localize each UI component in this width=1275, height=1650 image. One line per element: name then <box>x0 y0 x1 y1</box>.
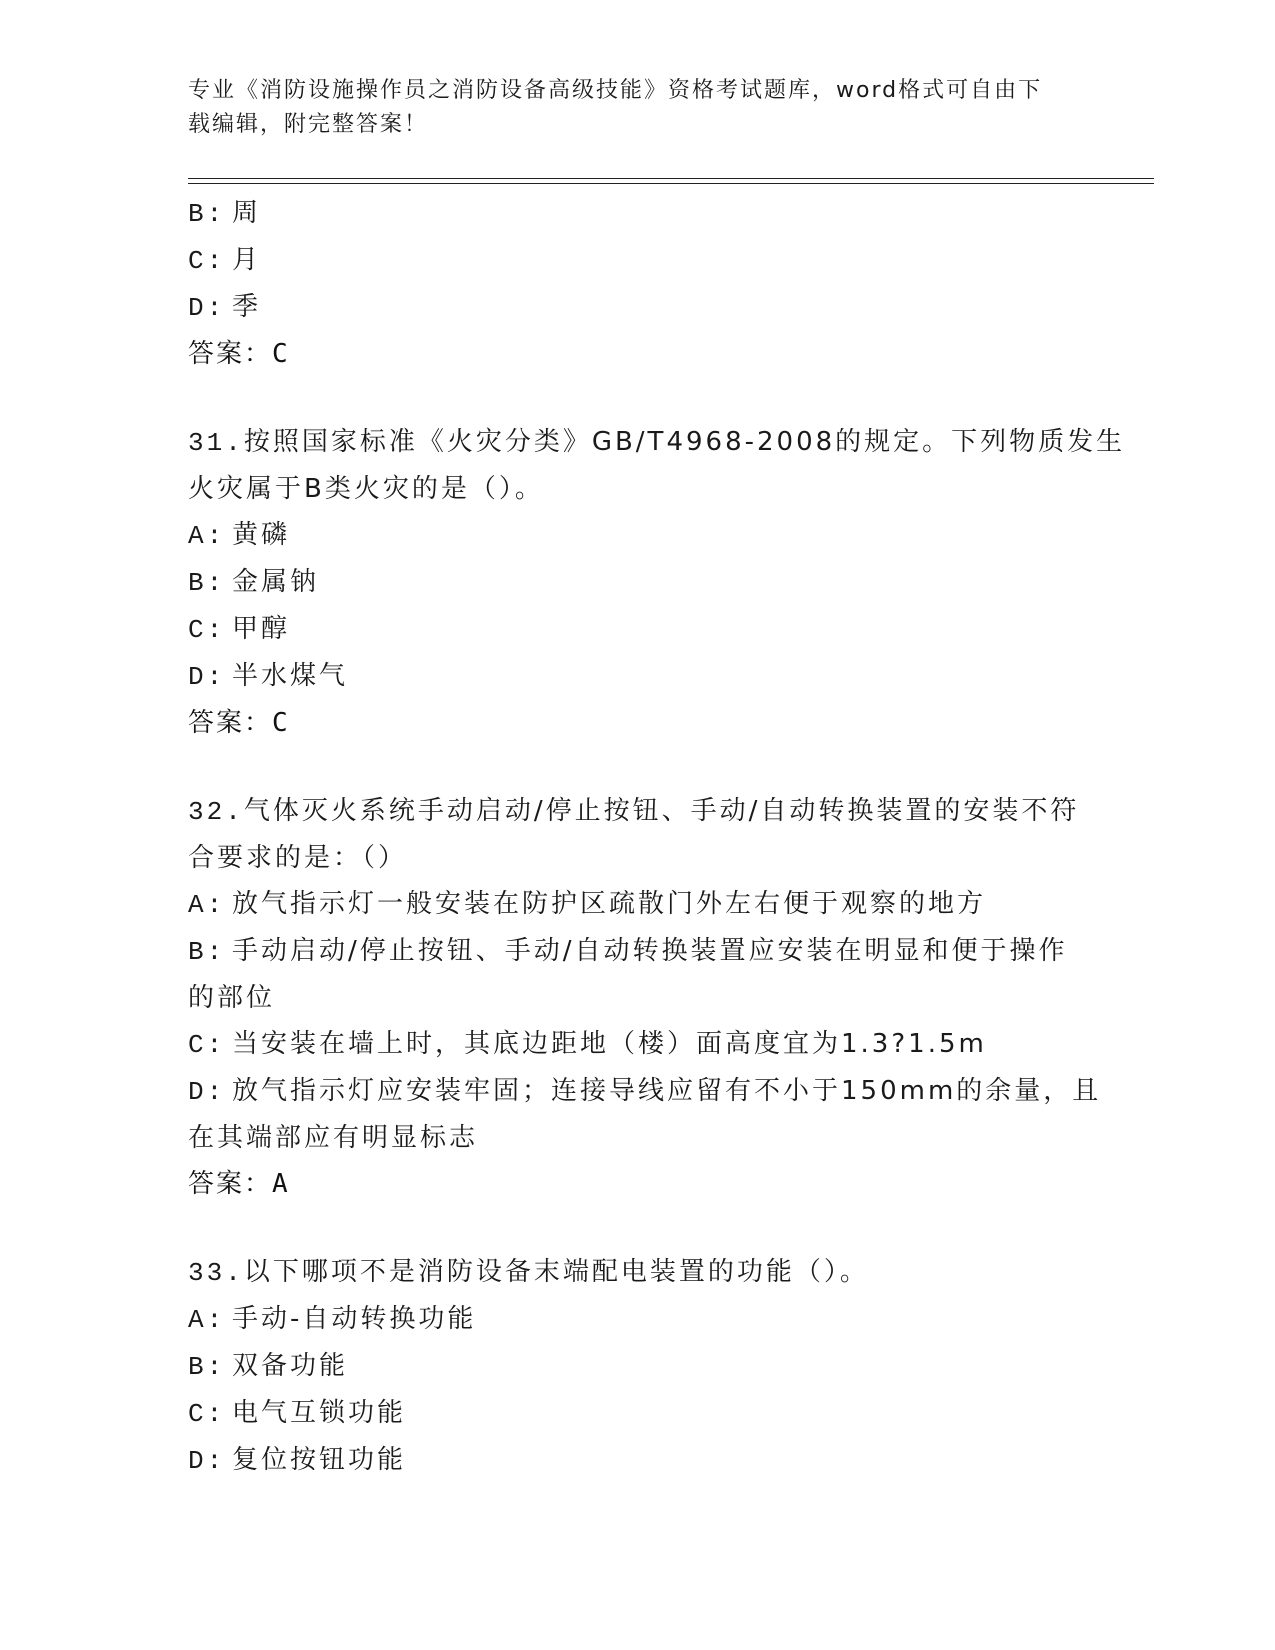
option-b <box>188 190 1088 237</box>
question-stem-continued: 火灾属于B类火灾的是（）。 <box>188 474 544 504</box>
option-text: 甲醇 <box>232 614 291 644</box>
option-text: 电气互锁功能 <box>232 1398 407 1428</box>
option-label: B: <box>188 199 226 229</box>
page-header <box>188 74 1068 142</box>
header-line-2: 载编辑，附完整答案！ <box>188 112 429 137</box>
stem-text: 以下哪项不是消防设备末端配电装置的功能（）。 <box>243 1257 869 1287</box>
option-a <box>188 881 1088 928</box>
option-b <box>188 928 1088 975</box>
answer-line <box>188 1161 1088 1207</box>
question-number: 33. <box>188 1258 244 1288</box>
answer-prefix: 答案： <box>188 339 273 369</box>
option-label: B: <box>188 568 226 598</box>
option-text: 双备功能 <box>232 1351 349 1381</box>
option-label: D: <box>188 1446 226 1476</box>
option-text: 黄磷 <box>232 520 291 550</box>
option-a <box>188 512 1088 559</box>
option-d <box>188 1068 1102 1115</box>
answer-prefix: 答案： <box>188 1169 273 1199</box>
option-text: 放气指示灯应安装牢固；连接导线应留有不小于150mm的余量，且 <box>232 1076 1102 1106</box>
question-33 <box>188 1249 1088 1484</box>
option-text: 周 <box>232 198 262 228</box>
option-text: 金属钠 <box>232 567 320 597</box>
option-label: D: <box>188 293 226 323</box>
question-31 <box>188 419 1126 746</box>
spacer <box>188 746 1088 788</box>
option-label: A: <box>188 890 226 920</box>
option-a <box>188 1296 1088 1343</box>
header-line-1: 专业《消防设施操作员之消防设备高级技能》资格考试题库，word格式可自由下 <box>188 78 1043 103</box>
option-text: 手动启动/停止按钮、手动/自动转换装置应安装在明显和便于操作 <box>232 936 1068 966</box>
option-label: A: <box>188 521 226 551</box>
option-d <box>188 1437 1088 1484</box>
option-text: 复位按钮功能 <box>232 1445 407 1475</box>
option-label: C: <box>188 1030 226 1060</box>
question-content <box>188 190 1126 1484</box>
option-label: C: <box>188 615 226 645</box>
stem-text: 气体灭火系统手动启动/停止按钮、手动/自动转换装置的安装不符 <box>243 796 1080 826</box>
question-stem <box>188 1249 1088 1296</box>
question-number: 32. <box>188 797 244 827</box>
option-d-continued: 在其端部应有明显标志 <box>188 1123 479 1153</box>
option-label: C: <box>188 246 226 276</box>
option-c <box>188 606 1088 653</box>
option-c <box>188 1390 1088 1437</box>
option-label: D: <box>188 1077 226 1107</box>
question-stem <box>188 788 1088 835</box>
option-label: C: <box>188 1399 226 1429</box>
answer-value: C <box>272 339 290 369</box>
question-stem <box>188 419 1126 466</box>
spacer <box>188 1207 1088 1249</box>
answer-line <box>188 331 1088 377</box>
answer-line <box>188 700 1088 746</box>
option-label: D: <box>188 662 226 692</box>
option-text: 半水煤气 <box>232 661 349 691</box>
option-text: 手动-自动转换功能 <box>232 1304 477 1334</box>
answer-value: A <box>272 1169 290 1199</box>
option-b <box>188 559 1088 606</box>
option-label: B: <box>188 937 226 967</box>
option-d <box>188 653 1088 700</box>
question-number: 31. <box>188 428 244 458</box>
option-text: 季 <box>232 292 262 322</box>
spacer <box>188 377 1088 419</box>
option-b-continued: 的部位 <box>188 983 276 1013</box>
option-text: 当安装在墙上时，其底边距地（楼）面高度宜为1.3?1.5m <box>232 1029 987 1059</box>
option-d <box>188 284 1088 331</box>
option-c <box>188 237 1088 284</box>
question-32 <box>188 788 1102 1207</box>
option-text: 放气指示灯一般安装在防护区疏散门外左右便于观察的地方 <box>232 889 987 919</box>
option-b <box>188 1343 1088 1390</box>
prev-question <box>188 190 1088 377</box>
header-divider <box>188 178 1154 184</box>
answer-value: C <box>272 708 290 738</box>
option-label: B: <box>188 1352 226 1382</box>
option-label: A: <box>188 1305 226 1335</box>
stem-text: 按照国家标准《火灾分类》GB/T4968-2008的规定。下列物质发生 <box>243 427 1126 457</box>
answer-prefix: 答案： <box>188 708 273 738</box>
question-stem-continued: 合要求的是：（） <box>188 843 408 873</box>
option-c <box>188 1021 1088 1068</box>
option-text: 月 <box>232 245 262 275</box>
